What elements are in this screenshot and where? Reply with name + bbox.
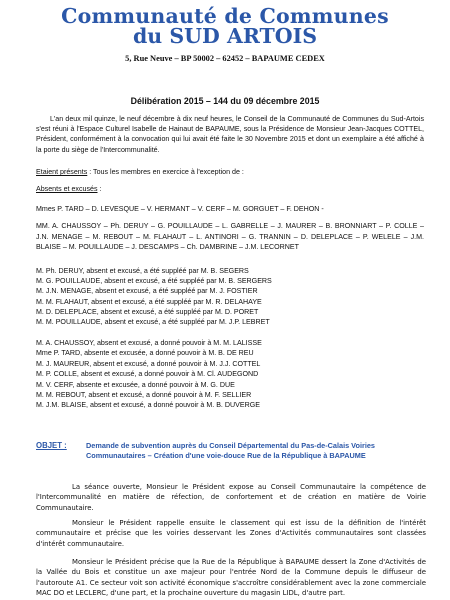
objet-label (36, 441, 67, 450)
presents-line (36, 168, 244, 176)
deliberation-title: Délibération 2015 – 144 du 09 décembre 2015 (130, 96, 320, 106)
header-address: 5, Rue Neuve – BP 50002 – 62452 – BAPAUME CEDEX (125, 54, 325, 63)
substitute-line: M. G. POUILLAUDE, absent et excusé, a été suppléé par M. B. SERGERS (36, 277, 272, 286)
objet-label-suffix: : (62, 441, 67, 450)
paragraph-2: Monsieur le Président rappelle ensuite le classement qui est issu de la définition de l'intérêt communautaire et précise que les voiries desservant les Zones d'Activités communautaires sont classées d'intérêt communautaire. (36, 519, 426, 548)
proxy-line: M. P. COLLE, absent et excusé, a donné pouvoir à M. Cl. AUDEGOND (36, 370, 259, 379)
substitute-line: M. M. FLAHAUT, absent et excusé, a été suppléé par M. R. DELAHAYE (36, 297, 262, 306)
header-title-line1: Communauté de Communes (61, 4, 389, 28)
proxy-line: M. V. CERF, absente et excusée, a donné pouvoir à M. G. DUE (36, 380, 235, 389)
presents-text: : Tous les membres en exercice à l'exception de : (87, 168, 244, 176)
substitute-line: M. M. POUILLAUDE, absent et excusé, a été suppléé par M. J.P. LEBRET (36, 318, 270, 326)
proxy-line: M. M. REBOUT, absent et excusé, a donné pouvoir à M. F. SELLIER (36, 391, 252, 399)
absents-heading (36, 185, 101, 193)
substitute-line: M. D. DELEPLACE, absent et excusé, a été suppléé par M. D. PORET (36, 307, 259, 316)
substitute-line: M. Ph. DERUY, absent et excusé, a été suppléé par M. B. SEGERS (36, 267, 249, 275)
presents-label: Etaient présents (36, 168, 88, 176)
absents-label: Absents et excusés (36, 185, 98, 193)
absents-suffix: : (97, 185, 102, 193)
proxy-line: M. J.M. BLAISE, absent et excusé, a donné pouvoir à M. B. DUVERGE (36, 401, 260, 410)
proxy-line: Mme P. TARD, absente et excusée, a donné pouvoir à M. B. DE REU (36, 349, 254, 358)
mm-block: MM. A. CHAUSSOY – Ph. DERUY – G. POUILLAUDE – L. GABRELLE – J. MAURER – B. BRONNIART – P. COLLE – J.N. MENAGE – M. REBOUT – M. FLAHAUT – L. ANTINORI – G. TRANNIN – D. DELEPLACE – P. WELELE – J.M. BLAISE – M. POUILLAUDE – J. DESCAMPS – Ch. DAMBRINE – J.M. LECORNET (36, 222, 424, 252)
intro-paragraph: L'an deux mil quinze, le neuf décembre à dix neuf heures, le Conseil de la Communauté de Communes du Sud-Artois s'est réuni à l'Espace Culturel Isabelle de Hainaut de BAPAUME, sous la Présidence de Monsieur Jean-Jacques COTTEL, Président, conformément à la convocation qui lui avait été faite le 30 Novembre 2015 et dont un exemplaire a été affiché à la porte du siège de l'Intercommunalité. (36, 115, 424, 154)
mmes-line: Mmes P. TARD – D. LEVESQUE – V. HERMANT – V. CERF – M. GORGUET – F. DEHON - (36, 205, 324, 213)
proxy-line: M. J. MAUREUR, absent et excusé, a donné pouvoir à M. J.J. COTTEL (36, 359, 261, 368)
substitute-line: M. J.N. MENAGE, absent et excusé, a été suppléé par M. J. FOSTIER (36, 287, 258, 296)
objet-text: Demande de subvention auprès du Conseil Départemental du Pas-de-Calais Voiries Communautaires – Création d'une voie-douce Rue de la République à BAPAUME (86, 441, 375, 460)
proxy-line: M. A. CHAUSSOY, absent et excusé, a donné pouvoir à M. M. LALISSE (36, 339, 262, 347)
paragraph-3: Monsieur le Président précise que la Rue de la République à BAPAUME dessert la Zone d'Activités de la Vallée du Bois et constitue un axe majeur pour l'entrée Nord de la Commune depuis le diffuseur de l'autoroute A1. Ce secteur voit son activité économique s'accroître considérablement avec la zone commerciale MAC DO et LECLERC, d'une part, et la prochaine ouverture du magasin LIDL, d'autre part. (36, 558, 426, 598)
header-title-line2: du SUD ARTOIS (132, 24, 318, 48)
objet-label-text: OBJET (36, 441, 62, 450)
paragraph-1: La séance ouverte, Monsieur le Président expose au Conseil Communautaire la compétence de l'Intercommunalité en matière de réfection, de confortement et de création en matière de Voirie Communautaire. (36, 483, 426, 512)
